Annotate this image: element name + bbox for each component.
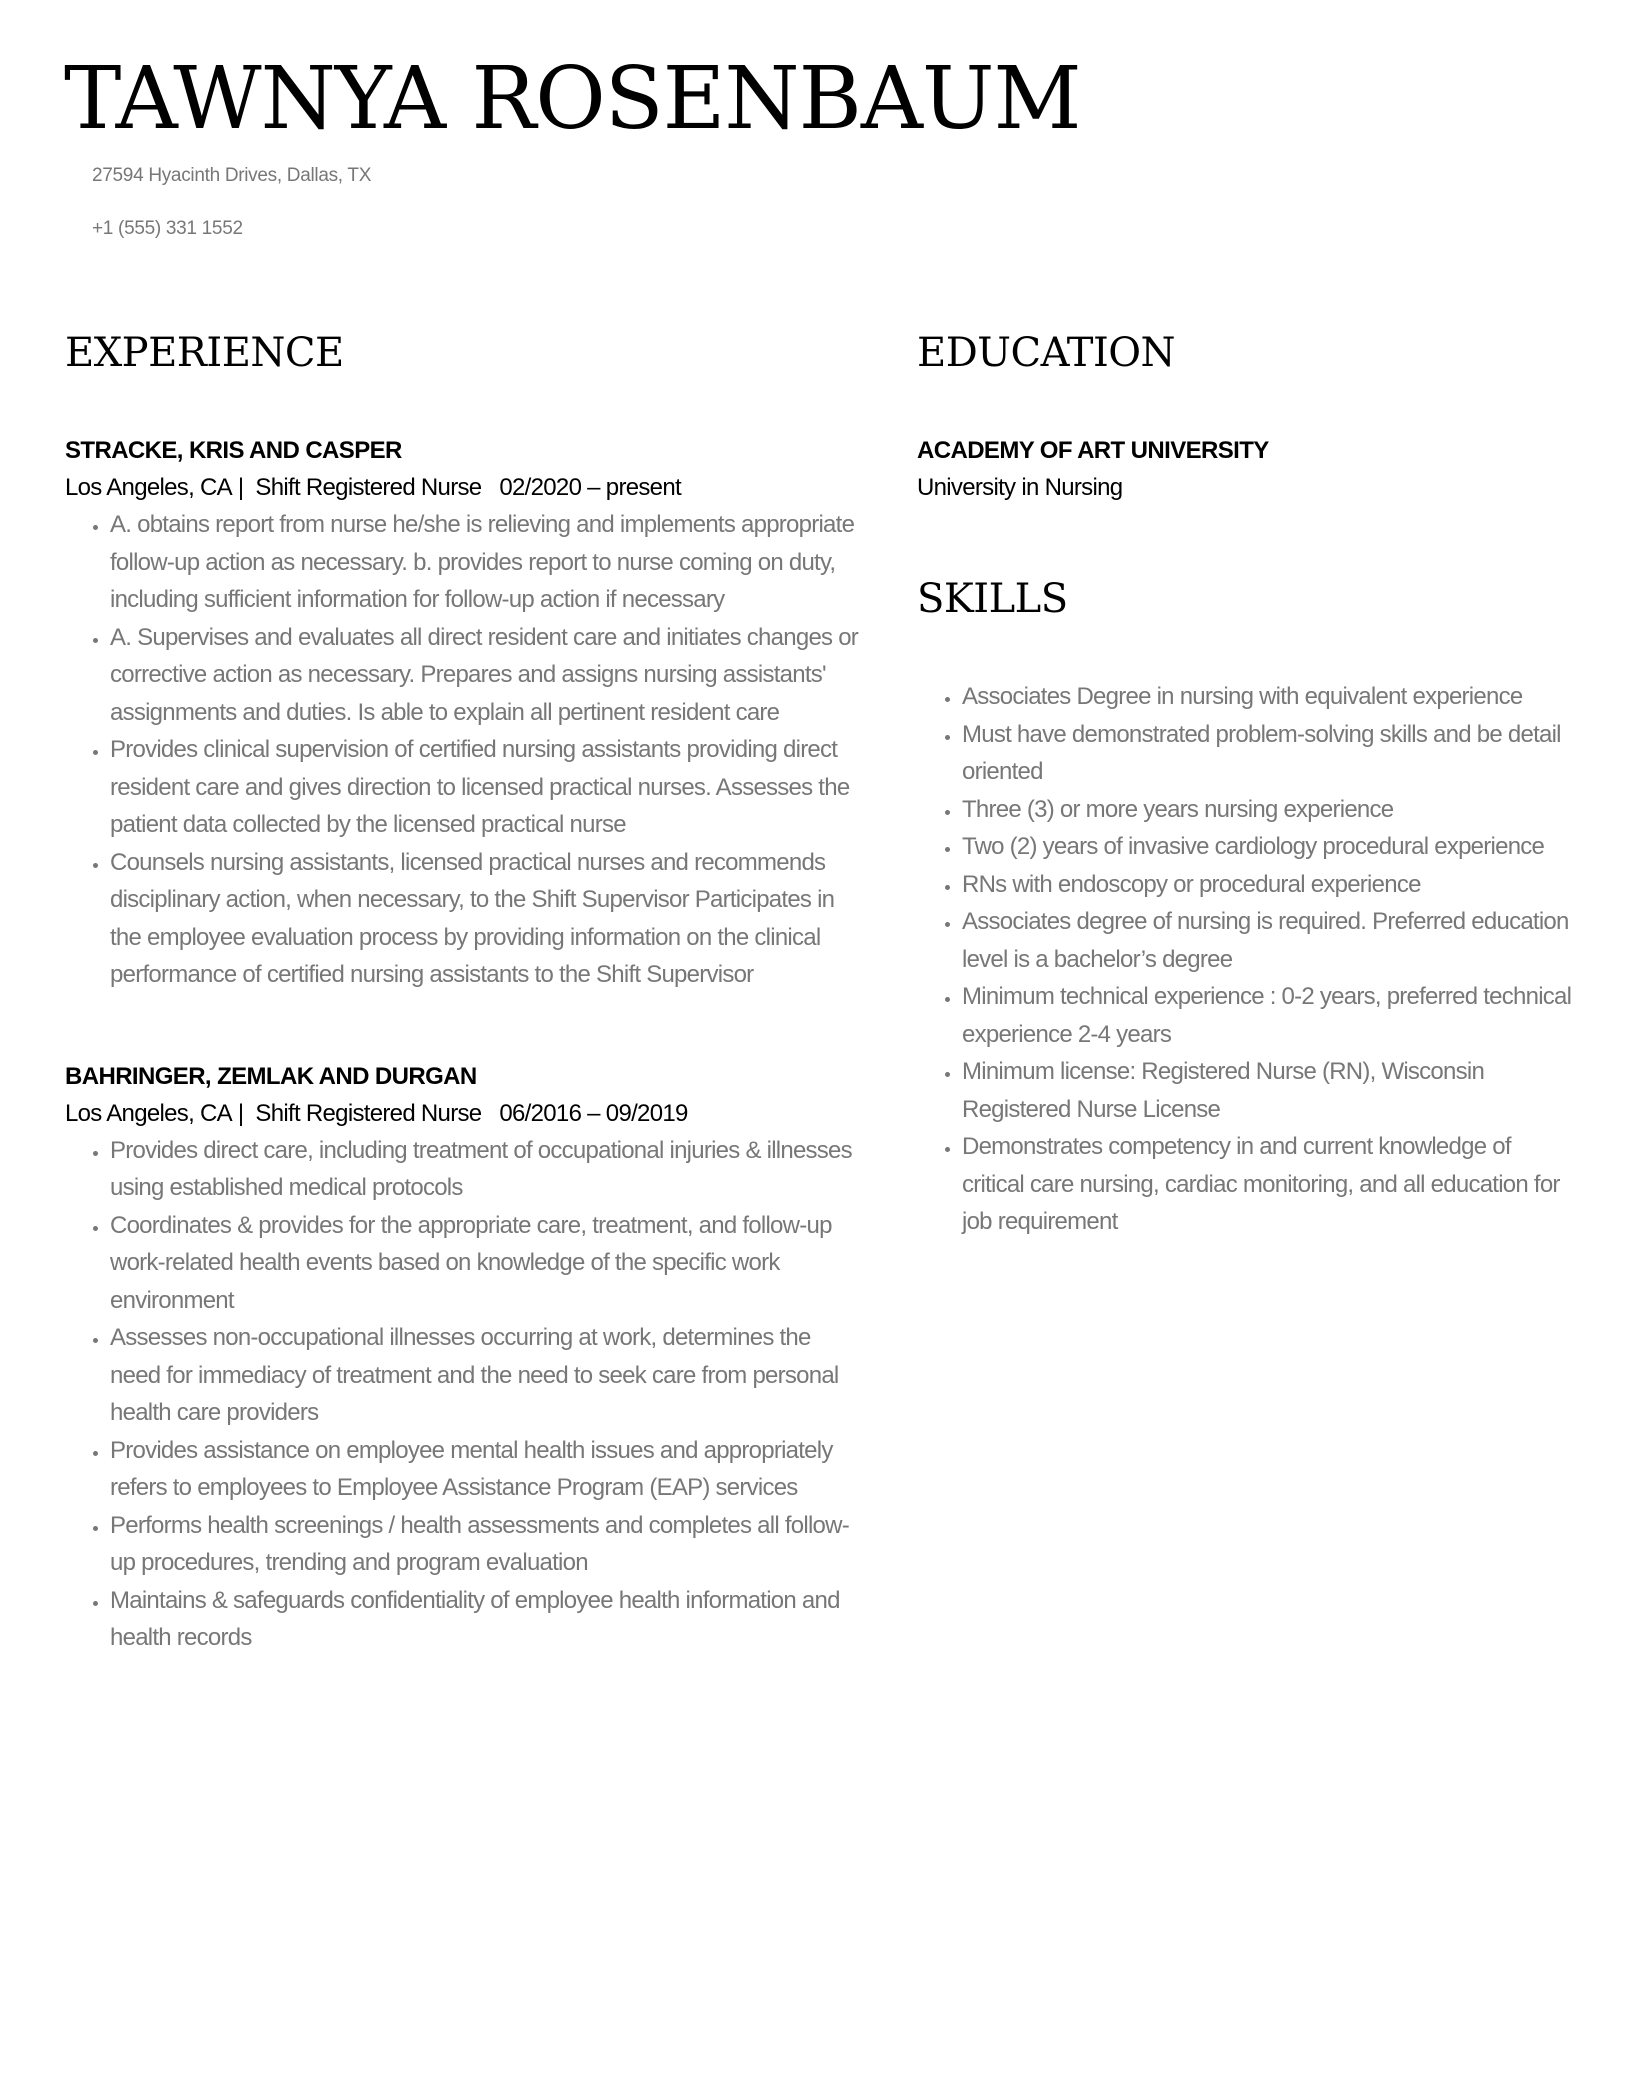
skill-item: • RNs with endoscopy or procedural experience bbox=[962, 866, 1577, 904]
list-item: • Maintains & safeguards confidentiality of employee health information and health records bbox=[110, 1582, 865, 1657]
skill-item: • Demonstrates competency in and current knowledge of critical care nursing, cardiac monitoring, and all education for job requirement bbox=[962, 1128, 1577, 1241]
list-item: • Provides assistance on employee mental health issues and appropriately refers to employees to Employee Assistance Program (EAP) services bbox=[110, 1432, 865, 1507]
job-dates: 06/2016 – 09/2019 bbox=[499, 1099, 688, 1127]
skill-item: • Minimum license: Registered Nurse (RN), Wisconsin Registered Nurse License bbox=[962, 1053, 1577, 1128]
job-location: Los Angeles, CA bbox=[65, 1099, 232, 1127]
job-location: Los Angeles, CA bbox=[65, 474, 232, 501]
list-item: • Provides direct care, including treatment of occupational injuries & illnesses using established medical protocols bbox=[110, 1132, 865, 1207]
address: 27594 Hyacinth Drives, Dallas, TX bbox=[92, 165, 372, 186]
job-entry bbox=[65, 1058, 865, 1657]
company-name: STRACKE, KRIS AND CASPER bbox=[65, 437, 402, 464]
candidate-name: TAWNYA ROSENBAUM bbox=[64, 49, 1081, 149]
job-title: Shift Registered Nurse bbox=[255, 1099, 482, 1127]
section-heading-education: EDUCATION bbox=[917, 330, 1176, 376]
job-bullets bbox=[65, 1132, 865, 1657]
job-meta: Los Angeles, CA | Shift Registered Nurse 02/2020 – present bbox=[65, 474, 681, 501]
skill-item: • Associates Degree in nursing with equivalent experience bbox=[962, 678, 1577, 716]
education-skills-column bbox=[917, 330, 1577, 1241]
list-item: • Coordinates & provides for the appropriate care, treatment, and follow-up work-related health events based on knowledge of the specific work environment bbox=[110, 1207, 865, 1320]
phone: +1 (555) 331 1552 bbox=[92, 218, 243, 239]
job-bullets bbox=[65, 506, 865, 994]
skill-item: • Associates degree of nursing is required. Preferred education level is a bachelor’s degree bbox=[962, 903, 1577, 978]
list-item: • Provides clinical supervision of certified nursing assistants providing direct resident care and gives direction to licensed practical nurses. Assesses the patient data collected by the licensed practical nurse bbox=[110, 731, 865, 844]
list-item: • A. obtains report from nurse he/she is relieving and implements appropriate follow-up action as necessary. b. provides report to nurse coming on duty, including sufficient information for follow-up action if necessary bbox=[110, 506, 865, 619]
skill-item: • Three (3) or more years nursing experience bbox=[962, 791, 1577, 829]
list-item: • A. Supervises and evaluates all direct resident care and initiates changes or corrective action as necessary. Prepares and assigns nursing assistants' assignments and duties. Is able to explain all pertinent resident care bbox=[110, 619, 865, 732]
list-item: • Counsels nursing assistants, licensed practical nurses and recommends disciplinary action, when necessary, to the Shift Supervisor Participates in the employee evaluation process by providing information on the clinical performance of certified nursing assistants to the Shift Supervisor bbox=[110, 844, 865, 994]
skills-list bbox=[917, 678, 1577, 1241]
experience-section bbox=[65, 330, 865, 1721]
job-entry bbox=[65, 432, 865, 994]
job-dates: 02/2020 – present bbox=[499, 474, 681, 501]
company-name: BAHRINGER, ZEMLAK AND DURGAN bbox=[65, 1062, 477, 1090]
list-item: • Performs health screenings / health assessments and completes all follow-up procedures, trending and program evaluation bbox=[110, 1507, 865, 1582]
list-item: • Assesses non-occupational illnesses occurring at work, determines the need for immediacy of treatment and the need to seek care from personal health care providers bbox=[110, 1319, 865, 1432]
section-heading-skills: SKILLS bbox=[917, 576, 1068, 622]
skill-item: • Must have demonstrated problem-solving skills and be detail oriented bbox=[962, 716, 1577, 791]
degree: University in Nursing bbox=[917, 474, 1123, 501]
school-name: ACADEMY OF ART UNIVERSITY bbox=[917, 437, 1269, 464]
section-heading-experience: EXPERIENCE bbox=[65, 330, 344, 376]
job-meta: Los Angeles, CA | Shift Registered Nurse 06/2016 – 09/2019 bbox=[65, 1099, 688, 1127]
job-title: Shift Registered Nurse bbox=[255, 474, 482, 501]
skill-item: • Two (2) years of invasive cardiology procedural experience bbox=[962, 828, 1577, 866]
skill-item: • Minimum technical experience : 0-2 years, preferred technical experience 2-4 years bbox=[962, 978, 1577, 1053]
